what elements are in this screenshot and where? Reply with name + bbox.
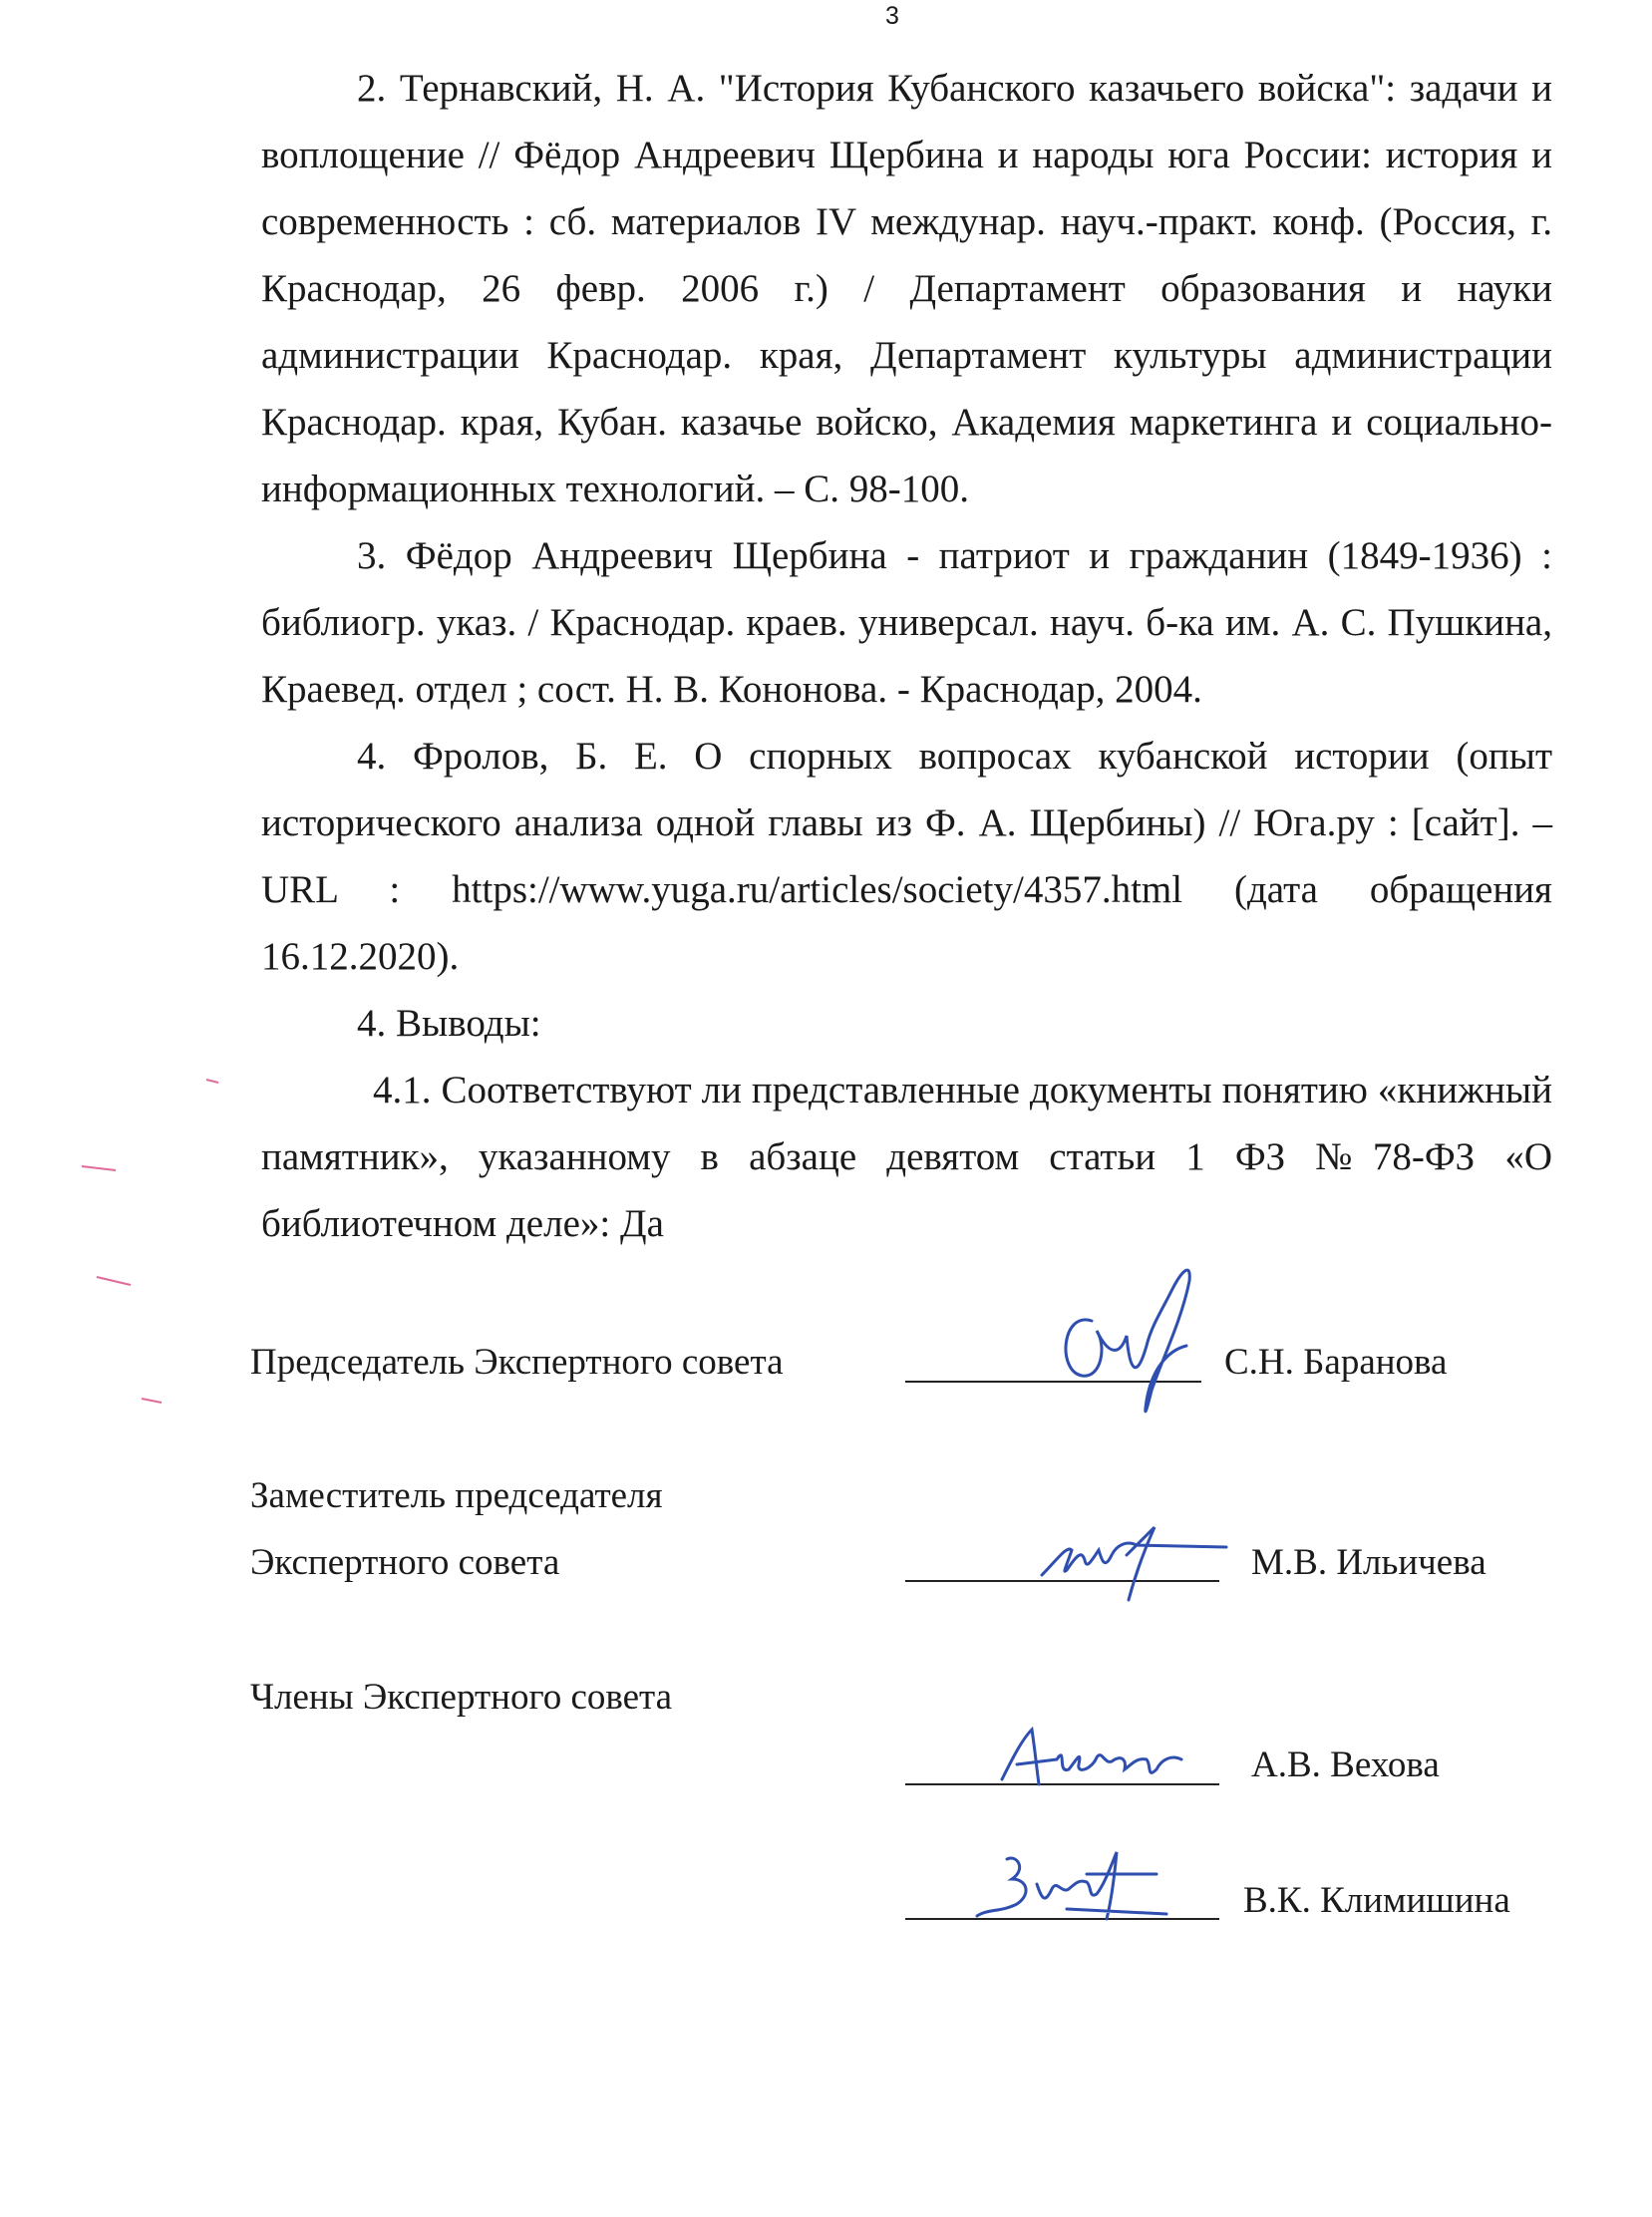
deputy-name: М.В. Ильичева	[1251, 1542, 1487, 1583]
margin-mark	[140, 1396, 165, 1406]
chair-signature	[1052, 1251, 1211, 1430]
reference-item: 2. Тернавский, Н. А. "История Кубанского казачьего войска": задачи и воплощение // Фёдор Андреевич Щербина и народы юга России: история и современность : сб. материалов IV междунар. науч.-практ. конф. (Россия, г. Краснодар, 26 февр. 2006 г.) / Департамент образования и науки администрации Краснодар. края, Департамент культуры администрации Краснодар. края, Кубан. казачье войско, Академия маркетинга и социально-информационных технологий. – С. 98-100.	[261, 67, 1552, 510]
margin-mark	[204, 1077, 222, 1087]
page-number: 3	[885, 2, 899, 30]
deputy-signature	[1037, 1515, 1236, 1605]
member1-name: А.В. Вехова	[1251, 1744, 1440, 1785]
member1-signature	[997, 1720, 1216, 1799]
chair-label: Председатель Экспертного совета	[250, 1342, 784, 1383]
document-body	[261, 55, 1552, 1257]
conclusions-heading: 4. Выводы:	[357, 1002, 541, 1045]
members-label: Члены Экспертного совета	[250, 1677, 673, 1718]
deputy-label-line1: Заместитель председателя	[250, 1475, 663, 1516]
deputy-label-line2: Экспертного совета	[250, 1542, 560, 1583]
conclusion-item: 4.1. Соответствуют ли представленные документы понятию «книжный памятник», указанному в абзаце девятом статьи 1 ФЗ №78-ФЗ «О библиотечном деле»: Да	[261, 1069, 1552, 1245]
member2-signature	[957, 1844, 1176, 1934]
chair-name: С.Н. Баранова	[1224, 1342, 1448, 1383]
reference-item: 4. Фролов, Б. Е. О спорных вопросах кубанской истории (опыт исторического анализа одной главы из Ф. А. Щербины) // Юга.ру : [сайт]. – URL : https://www.yuga.ru/articles/society/4357.html (дата обращения 16.12.2020).	[261, 735, 1552, 978]
margin-mark	[95, 1274, 135, 1288]
member2-name: В.К. Климишина	[1243, 1880, 1510, 1921]
margin-mark	[80, 1161, 120, 1173]
reference-item: 3. Фёдор Андреевич Щербина - патриот и гражданин (1849-1936) : библиогр. указ. / Краснодар. краев. универсал. науч. б-ка им. А. С. Пушкина, Краевед. отдел ; сост. Н. В. Кононова. - Краснодар, 2004.	[261, 534, 1552, 711]
